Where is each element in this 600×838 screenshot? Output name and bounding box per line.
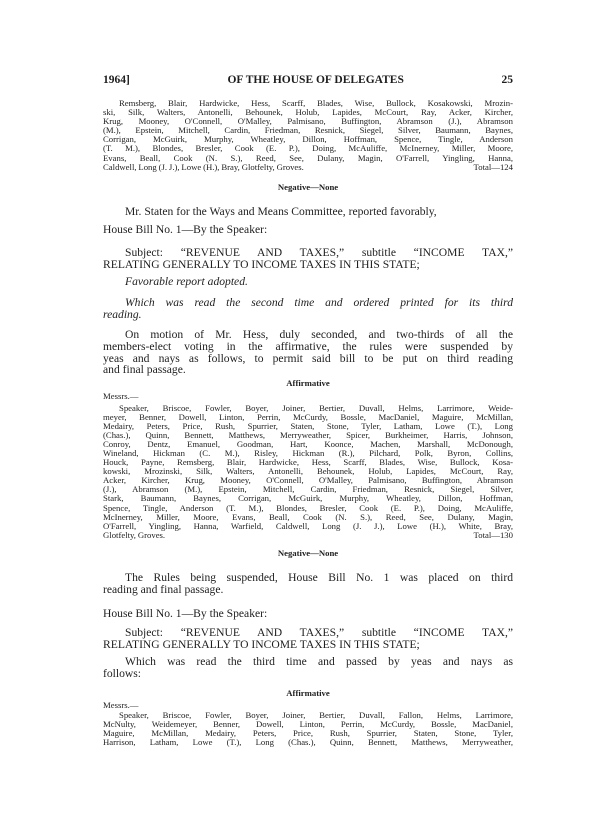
vote-list-line: Caldwell, Long (J. J.), Lowe (H.), Bray, Glotfelty, Groves. (103, 161, 304, 172)
vote-list-line: kowski, Mrozinski, Silk, Walters, Antonelli, Behounek, Holub, Lapides, McCourt, Ray, (103, 466, 513, 477)
vote-list-line: Corrigan, McGuirk, Murphy, Wheatley, Dillon, Hoffman, Spence, Tingle, Anderson (103, 134, 513, 145)
motion-line: members-elect voting in the affirmative, the rules were suspended by (103, 339, 513, 353)
vote-list-line: O'Farrell, Yingling, Hanna, Warfield, Caldwell, Long (J. J.), Lowe (H.), White, Bray, (103, 520, 513, 531)
third-reading-line: Which was read the third time and passed by yeas and nays as (125, 655, 513, 668)
vote-list-line: Harrison, Latham, Lowe (T.), Long (Chas.), Quinn, Bennett, Matthews, Merryweather, (103, 737, 513, 748)
rules-paragraph (103, 572, 513, 596)
second-reading-paragraph (103, 297, 513, 321)
vote-list-line: (J.), Abramson (M.), Epstein, Mitchell, Cardin, Friedman, Resnick, Siegel, Silver, (103, 484, 513, 495)
vote-list-line: Medairy, Peters, Price, Rush, Spurrier, Staten, Stone, Tyler, Latham, Lowe (T.), Long (103, 420, 513, 431)
motion-line: yeas and nays as follows, to permit said bill to be put on third reading (103, 351, 513, 365)
vote-list-2 (103, 404, 513, 540)
negative-heading-1: Negative—None (277, 182, 339, 192)
favorable-report: Favorable report adopted. (125, 275, 248, 288)
subject-line: Subject: “REVENUE AND TAXES,” subtitle “INCOME TAX,” (125, 626, 513, 639)
motion-line: On motion of Mr. Hess, duly seconded, and two-thirds of all the (125, 328, 513, 341)
vote-list-line: Spence, Tingle, Anderson (T. M.), Blondes, Bresler, Cook (E. P.), Doing, McAuliffe, (103, 502, 513, 513)
vote-list-line: Houck, Payne, Remsberg, Blair, Hardwicke, Hess, Scarff, Blades, Wise, Bullock, Kosa- (103, 457, 513, 468)
vote-list-line: Speaker, Briscoe, Fowler, Boyer, Joiner, Bertier, Duvall, Helms, Larrimore, Weide- (119, 402, 513, 413)
bill-title: House Bill No. 1—By the Speaker: (103, 607, 268, 620)
messrs-label-3: Messrs.— (103, 700, 139, 710)
vote-list-line: Conroy, Dentz, Emanuel, Goodman, Hart, Koonce, Machen, Marshall, McDonough, (103, 438, 513, 449)
motion-paragraph (103, 329, 513, 376)
vote-list-line: Maguire, McMillan, Medairy, Peters, Price, Rush, Spurrier, Staten, Stone, Tyler, (103, 728, 513, 739)
vote-list-line: Wineland, Hickman (C. M.), Risley, Hickman (R.), Pilchard, Polk, Byron, Collins, (103, 447, 513, 458)
vote-list-line: McInerney, Miller, Moore, Evans, Beall, Cook (N. S.), Reed, See, Dulany, Magin, (103, 511, 513, 522)
vote-list-line: meyer, Benner, Dowell, Linton, Perrin, McCurdy, Bossle, MacDaniel, Maguire, McMillan, (103, 411, 513, 422)
vote-list-line: Acker, Kircher, Krug, Mooney, O'Connell, O'Malley, Palmisano, Buffington, Abramson (103, 475, 513, 486)
vote-list-line: ski, Silk, Walters, Antonelli, Behounek, Holub, Lapides, McCourt, Ray, Acker, Kircher, (103, 107, 513, 118)
year-label: 1964] (103, 74, 130, 86)
vote-list-3 (103, 711, 513, 747)
subject-paragraph (103, 627, 513, 651)
vote-total: Total—130 (473, 529, 513, 540)
affirmative-heading-2: Affirmative (286, 378, 330, 388)
vote-list-line: Remsberg, Blair, Hardwicke, Hess, Scarff, Blades, Wise, Bullock, Kosakowski, Mrozin- (119, 98, 513, 108)
subject-paragraph (103, 247, 513, 271)
page-number: 25 (501, 74, 513, 86)
report-text: Mr. Staten for the Ways and Means Committee, reported favorably, (125, 205, 437, 218)
vote-list-line: (Chas.), Quinn, Bennett, Matthews, Merryweather, Spicer, Burkheimer, Harris, Johnson, (103, 429, 513, 440)
running-header (103, 74, 513, 87)
committee-report (103, 206, 513, 218)
vote-list-line: Stark, Baumann, Baynes, Corrigan, McGuirk, Murphy, Wheatley, Dillon, Hoffman, (103, 493, 513, 504)
motion-line: and final passage. (103, 363, 186, 377)
negative-heading-2: Negative—None (277, 548, 339, 558)
second-reading-line: reading. (103, 307, 142, 321)
vote-list-line: Krug, Mooney, O'Connell, O'Malley, Palmisano, Buffington, Abramson (J.), Abramson (103, 116, 513, 127)
subject-line: Subject: “REVENUE AND TAXES,” subtitle “INCOME TAX,” (125, 246, 513, 259)
vote-list-line: McNulty, Weidemeyer, Benner, Dowell, Linton, Perrin, McCurdy, Bossle, MacDaniel, (103, 719, 513, 730)
subject-line: RELATING GENERALLY TO INCOME TAXES IN THIS STATE; (103, 257, 420, 271)
rules-line: The Rules being suspended, House Bill No. 1 was placed on third (125, 571, 513, 584)
messrs-label-2: Messrs.— (103, 391, 139, 401)
vote-list-last-line (103, 163, 513, 172)
vote-list-last-line (103, 531, 513, 540)
vote-total: Total—124 (473, 161, 513, 172)
header-title: OF THE HOUSE OF DELEGATES (227, 74, 404, 86)
bill-title: House Bill No. 1—By the Speaker: (103, 223, 268, 236)
second-reading-line: Which was read the second time and ordered printed for its third (125, 296, 513, 309)
vote-list-line: (M.), Epstein, Mitchell, Cardin, Friedman, Resnick, Siegel, Silver, Baumann, Baynes, (103, 125, 513, 136)
vote-list-line: Glotfelty, Groves. (103, 529, 166, 540)
affirmative-heading-3: Affirmative (286, 688, 330, 698)
rules-line: reading and final passage. (103, 582, 224, 596)
vote-list-line: Speaker, Briscoe, Fowler, Boyer, Joiner, Bertier, Duvall, Fallon, Helms, Larrimore, (119, 710, 513, 720)
third-reading-line: follows: (103, 666, 142, 680)
vote-list-line: Evans, Beall, Cook (N. S.), Reed, See, Dulany, Magin, O'Farrell, Yingling, Hanna, (103, 152, 513, 163)
third-reading-paragraph (103, 656, 513, 680)
vote-list-1 (103, 99, 513, 172)
vote-list-line: (T. M.), Blondes, Bresler, Cook (E. P.), Doing, McAuliffe, McInerney, Miller, Moore, (103, 143, 513, 154)
subject-line: RELATING GENERALLY TO INCOME TAXES IN THIS STATE; (103, 637, 420, 651)
